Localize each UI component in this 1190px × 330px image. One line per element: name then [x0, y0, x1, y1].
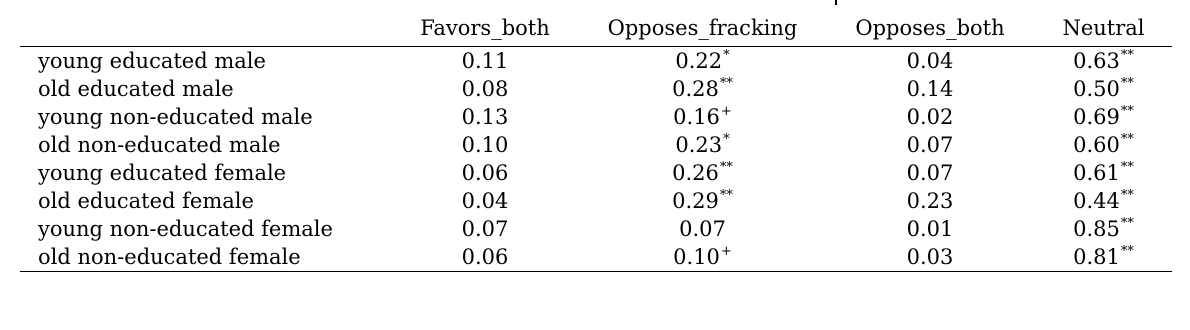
cell-opposes-both	[825, 131, 1035, 159]
significance-marker: **	[719, 160, 733, 175]
cell-opposes-both-value: 0.01	[906, 217, 954, 241]
table-row	[20, 187, 1172, 215]
row-label	[20, 215, 390, 243]
row-label	[20, 75, 390, 103]
significance-marker: **	[1120, 244, 1134, 259]
cell-opposes-both-value: 0.04	[906, 49, 954, 73]
cell-neutral	[1035, 159, 1172, 187]
results-table	[20, 12, 1172, 272]
cell-neutral-value: 0.63	[1073, 49, 1120, 73]
cell-opposes-fracking	[580, 103, 825, 131]
cell-favors-both-value: 0.08	[461, 77, 509, 101]
row-label-value: old educated male	[38, 77, 234, 101]
row-label-value: old non-educated female	[38, 245, 301, 269]
cell-opposes-fracking	[580, 215, 825, 243]
significance-marker: **	[1120, 132, 1134, 147]
cell-opposes-fracking-value: 0.10	[673, 245, 720, 269]
table-row	[20, 103, 1172, 131]
cell-opposes-both-value: 0.03	[906, 245, 954, 269]
significance-marker: +	[720, 244, 732, 259]
table-body	[20, 47, 1172, 272]
cell-opposes-both	[825, 215, 1035, 243]
header-cell-group	[20, 12, 390, 47]
table-header	[20, 12, 1172, 47]
cell-opposes-fracking-value: 0.29	[672, 189, 719, 213]
cell-opposes-both-value: 0.14	[906, 77, 954, 101]
row-label	[20, 243, 390, 272]
cell-opposes-both	[825, 75, 1035, 103]
cell-opposes-fracking	[580, 243, 825, 272]
row-label-value: old non-educated male	[38, 133, 281, 157]
cell-opposes-both-value: 0.02	[906, 105, 954, 129]
cell-opposes-both	[825, 187, 1035, 215]
cell-favors-both-value: 0.11	[461, 49, 509, 73]
table-row	[20, 47, 1172, 76]
row-label	[20, 47, 390, 76]
significance-marker: **	[1120, 48, 1134, 63]
cell-favors-both	[390, 47, 580, 76]
table-row	[20, 243, 1172, 272]
cell-opposes-fracking-value: 0.07	[679, 217, 726, 241]
row-label	[20, 159, 390, 187]
significance-marker: **	[1120, 104, 1134, 119]
cell-favors-both-value: 0.06	[461, 161, 509, 185]
significance-marker: +	[720, 104, 732, 119]
cell-neutral-value: 0.85	[1073, 217, 1120, 241]
cell-neutral-value: 0.61	[1073, 161, 1120, 185]
significance-marker: **	[1120, 188, 1134, 203]
header-cell-opposes-fracking: Opposes_fracking	[607, 16, 798, 40]
significance-marker: **	[1120, 76, 1134, 91]
cell-neutral	[1035, 103, 1172, 131]
significance-marker: **	[1120, 216, 1134, 231]
cell-opposes-fracking-value: 0.26	[672, 161, 719, 185]
cell-neutral	[1035, 187, 1172, 215]
cell-favors-both	[390, 243, 580, 272]
header-cell-opposes-both: Opposes_both	[855, 16, 1005, 40]
cell-favors-both-value: 0.06	[461, 245, 509, 269]
significance-marker: *	[723, 48, 730, 63]
table-row	[20, 75, 1172, 103]
row-label	[20, 103, 390, 131]
table-row	[20, 159, 1172, 187]
significance-marker: *	[723, 132, 730, 147]
significance-marker: **	[719, 76, 733, 91]
cell-opposes-fracking	[580, 47, 825, 76]
cell-opposes-fracking	[580, 187, 825, 215]
table-row	[20, 215, 1172, 243]
cell-opposes-fracking	[580, 131, 825, 159]
cell-neutral	[1035, 75, 1172, 103]
cell-favors-both	[390, 131, 580, 159]
cell-favors-both	[390, 159, 580, 187]
cell-opposes-both	[825, 243, 1035, 272]
cell-opposes-both	[825, 103, 1035, 131]
row-label-value: young non-educated male	[38, 105, 313, 129]
cell-neutral	[1035, 131, 1172, 159]
cell-opposes-both-value: 0.07	[906, 133, 954, 157]
row-label-value: young non-educated female	[38, 217, 333, 241]
cell-favors-both-value: 0.10	[461, 133, 509, 157]
header-row	[20, 12, 1172, 47]
row-label-value: old educated female	[38, 189, 254, 213]
cell-opposes-fracking	[580, 159, 825, 187]
header-cell-neutral: Neutral	[1062, 16, 1145, 40]
cell-opposes-both-value: 0.23	[906, 189, 954, 213]
significance-marker: **	[719, 188, 733, 203]
cell-neutral-value: 0.81	[1073, 245, 1120, 269]
cell-opposes-fracking	[580, 75, 825, 103]
cell-neutral	[1035, 243, 1172, 272]
cell-neutral	[1035, 47, 1172, 76]
cell-opposes-fracking-value: 0.22	[675, 49, 723, 73]
cell-neutral-value: 0.44	[1073, 189, 1120, 213]
cell-favors-both-value: 0.13	[461, 105, 509, 129]
cell-opposes-both	[825, 47, 1035, 76]
cell-favors-both	[390, 187, 580, 215]
row-label	[20, 131, 390, 159]
header-cell-favors-both: Favors_both	[420, 16, 550, 40]
cell-favors-both-value: 0.04	[461, 189, 509, 213]
row-label-value: young educated female	[38, 161, 287, 185]
cell-neutral	[1035, 215, 1172, 243]
cell-opposes-both-value: 0.07	[906, 161, 954, 185]
cell-neutral-value: 0.50	[1073, 77, 1120, 101]
cell-opposes-fracking-value: 0.23	[675, 133, 723, 157]
significance-marker: **	[1120, 160, 1134, 175]
cell-neutral-value: 0.69	[1073, 105, 1120, 129]
cell-opposes-fracking-value: 0.28	[672, 77, 719, 101]
cell-favors-both	[390, 215, 580, 243]
row-label	[20, 187, 390, 215]
cell-opposes-fracking-value: 0.16	[673, 105, 720, 129]
clipped-caption-glyph	[835, 0, 837, 5]
table-row	[20, 131, 1172, 159]
row-label-value: young educated male	[38, 49, 266, 73]
cell-favors-both-value: 0.07	[461, 217, 509, 241]
cell-opposes-both	[825, 159, 1035, 187]
cell-neutral-value: 0.60	[1073, 133, 1120, 157]
cell-favors-both	[390, 103, 580, 131]
cell-favors-both	[390, 75, 580, 103]
